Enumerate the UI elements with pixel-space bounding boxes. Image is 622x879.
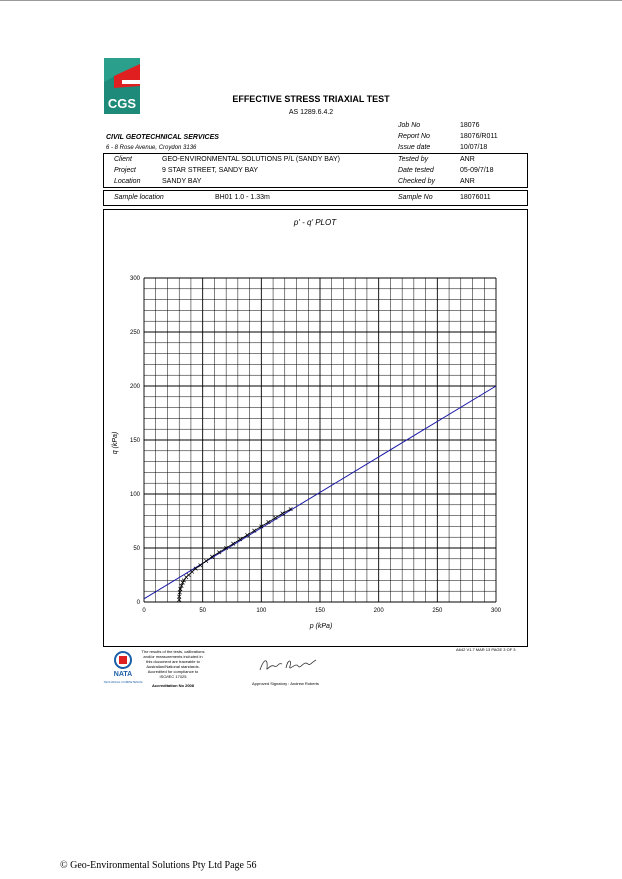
tested-by-value: ANR bbox=[460, 156, 475, 163]
svg-text:NATA: NATA bbox=[113, 671, 133, 678]
stress-path-point bbox=[187, 573, 191, 577]
chart-title: p' - q' PLOT bbox=[293, 218, 337, 227]
stress-path-line bbox=[179, 509, 291, 600]
x-tick-label: 300 bbox=[490, 608, 502, 614]
sample-location-value: BH01 1.0 - 1.33m bbox=[215, 194, 270, 201]
y-tick-label: 0 bbox=[136, 600, 140, 606]
report-no-label: Report No bbox=[398, 133, 430, 140]
project-label: Project bbox=[114, 167, 136, 174]
y-tick-label: 50 bbox=[133, 546, 140, 552]
report-title: EFFECTIVE STRESS TRIAXIAL TEST bbox=[232, 94, 390, 104]
x-tick-label: 0 bbox=[142, 608, 146, 614]
location-value: SANDY BAY bbox=[162, 178, 202, 185]
x-axis-label: p (kPa) bbox=[309, 623, 333, 630]
stress-path-group bbox=[177, 507, 292, 601]
x-tick-label: 50 bbox=[199, 608, 207, 614]
date-tested-label: Date tested bbox=[398, 167, 434, 174]
date-tested-value: 05-09/7/18 bbox=[460, 167, 494, 174]
client-value: GEO-ENVIRONMENTAL SOLUTIONS P/L (SANDY BAY) bbox=[162, 156, 341, 163]
company-address: 6 - 8 Rose Avenue, Croydon 3136 bbox=[106, 145, 197, 151]
sample-no-value: 18076011 bbox=[460, 194, 491, 201]
x-tick-label: 200 bbox=[373, 608, 384, 614]
y-tick-label: 150 bbox=[129, 438, 140, 444]
svg-text:TECHNICAL COMPETENCE: TECHNICAL COMPETENCE bbox=[103, 680, 143, 684]
y-tick-label: 300 bbox=[129, 276, 140, 282]
x-tick-label: 150 bbox=[314, 608, 326, 614]
signature bbox=[258, 654, 318, 676]
sample-location-label: Sample location bbox=[114, 194, 164, 201]
y-tick-label: 250 bbox=[129, 330, 140, 336]
nata-statement: The results of the tests, calibrations and/or measurements included in this document are traceable to Australian/National standards. Accredited for compliance to ISO/IEC 17025 bbox=[141, 649, 205, 679]
location-label: Location bbox=[114, 178, 141, 185]
issue-date-label: Issue date bbox=[398, 144, 431, 151]
sample-no-label: Sample No bbox=[398, 194, 433, 201]
tested-by-label: Tested by bbox=[398, 156, 429, 163]
report-standard: AS 1289.6.4.2 bbox=[288, 109, 334, 116]
page-footer: © Geo-Environmental Solutions Pty Ltd Page 56 bbox=[60, 860, 257, 871]
svg-text:CGS: CGS bbox=[107, 96, 137, 111]
checked-by-value: ANR bbox=[460, 178, 475, 185]
y-tick-label: 200 bbox=[129, 384, 140, 390]
checked-by-label: Checked by bbox=[398, 178, 435, 185]
y-tick-label: 100 bbox=[129, 492, 140, 498]
issue-date-value: 10/07/18 bbox=[460, 144, 488, 151]
form-reference: A642 V1.7 MAR 13 PAGE 3 OF 3 bbox=[456, 647, 516, 652]
pq-chart bbox=[103, 209, 528, 647]
chart-grid bbox=[144, 278, 496, 602]
x-tick-label: 250 bbox=[432, 608, 443, 614]
nata-logo bbox=[103, 650, 143, 690]
chart-axes bbox=[130, 276, 502, 614]
client-label: Client bbox=[114, 156, 132, 163]
accreditation-no: Accreditation No 2008 bbox=[151, 683, 194, 688]
job-no-label: Job No bbox=[398, 122, 421, 129]
x-tick-label: 100 bbox=[256, 608, 267, 614]
cgs-logo bbox=[104, 58, 140, 114]
job-no-value: 18076 bbox=[460, 122, 480, 129]
report-no-value: 18076/R011 bbox=[460, 133, 498, 140]
signatory: Approved Signatory : Andrew Roberts bbox=[252, 681, 319, 686]
project-value: 9 STAR STREET, SANDY BAY bbox=[162, 167, 259, 174]
company-name: CIVIL GEOTECHNICAL SERVICES bbox=[106, 134, 219, 141]
y-axis-label: q (kPa) bbox=[112, 431, 119, 455]
page-top-border bbox=[0, 0, 622, 1]
